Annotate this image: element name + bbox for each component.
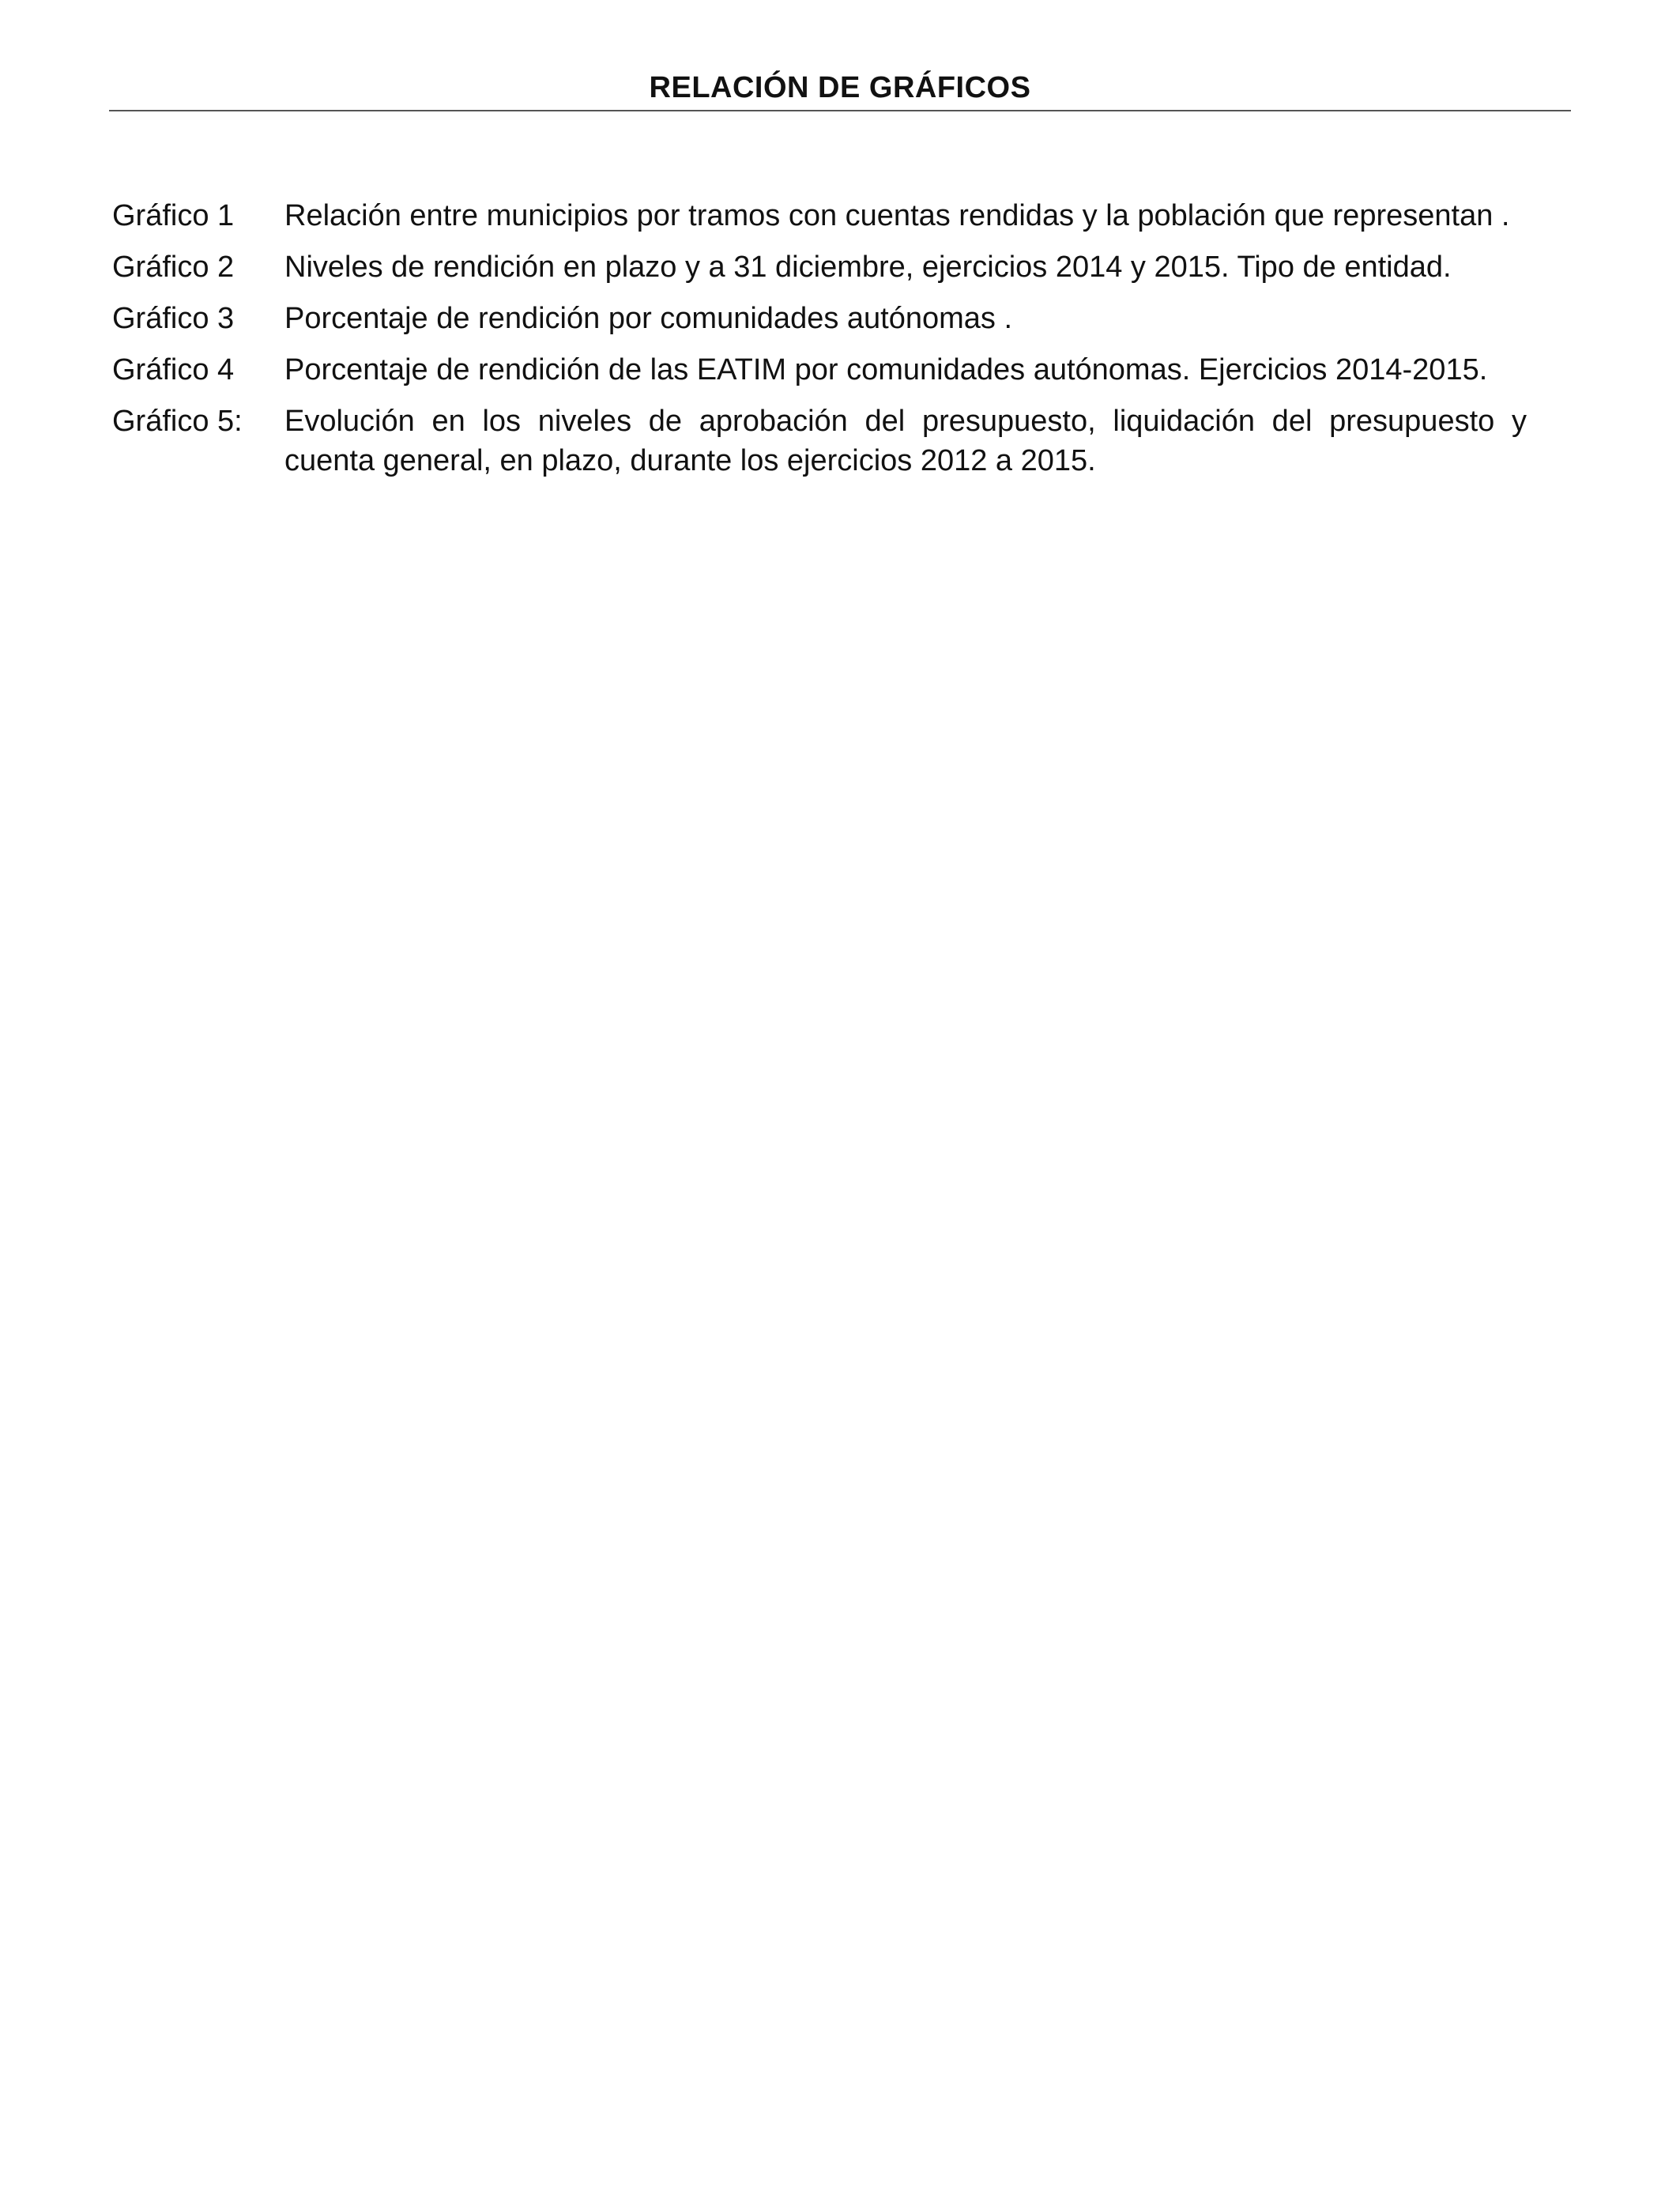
entry-label: Gráfico 1 bbox=[112, 199, 235, 232]
entry-label: Gráfico 5: bbox=[112, 405, 243, 438]
entry-description: Porcentaje de rendición de las EATIM por comunidades autónomas. Ejercicios 2014-2015. bbox=[284, 353, 1488, 386]
list-item bbox=[112, 401, 1527, 481]
entry-description: Niveles de rendición en plazo y a 31 diciembre, ejercicios 2014 y 2015. Tipo de entidad. bbox=[284, 251, 1452, 284]
entry-description: Porcentaje de rendición por comunidades autónomas . bbox=[284, 302, 1013, 335]
entry-label: Gráfico 3 bbox=[112, 302, 235, 335]
list-item bbox=[112, 247, 1527, 287]
entry-label: Gráfico 4 bbox=[112, 353, 235, 386]
list-item bbox=[112, 196, 1527, 236]
chart-list bbox=[112, 196, 1527, 492]
title-divider bbox=[109, 110, 1571, 111]
list-item bbox=[112, 299, 1527, 338]
entry-description: Relación entre municipios por tramos con cuentas rendidas y la población que representan . bbox=[284, 199, 1510, 232]
entry-description: Evolución en los niveles de aprobación del presupuesto, liquidación del presupuesto y cuenta general, en plazo, durante los ejercicios 2012 a 2015. bbox=[284, 405, 1527, 477]
page-title: RELACIÓN DE GRÁFICOS bbox=[649, 71, 1031, 104]
list-item bbox=[112, 350, 1527, 390]
entry-label: Gráfico 2 bbox=[112, 251, 235, 284]
